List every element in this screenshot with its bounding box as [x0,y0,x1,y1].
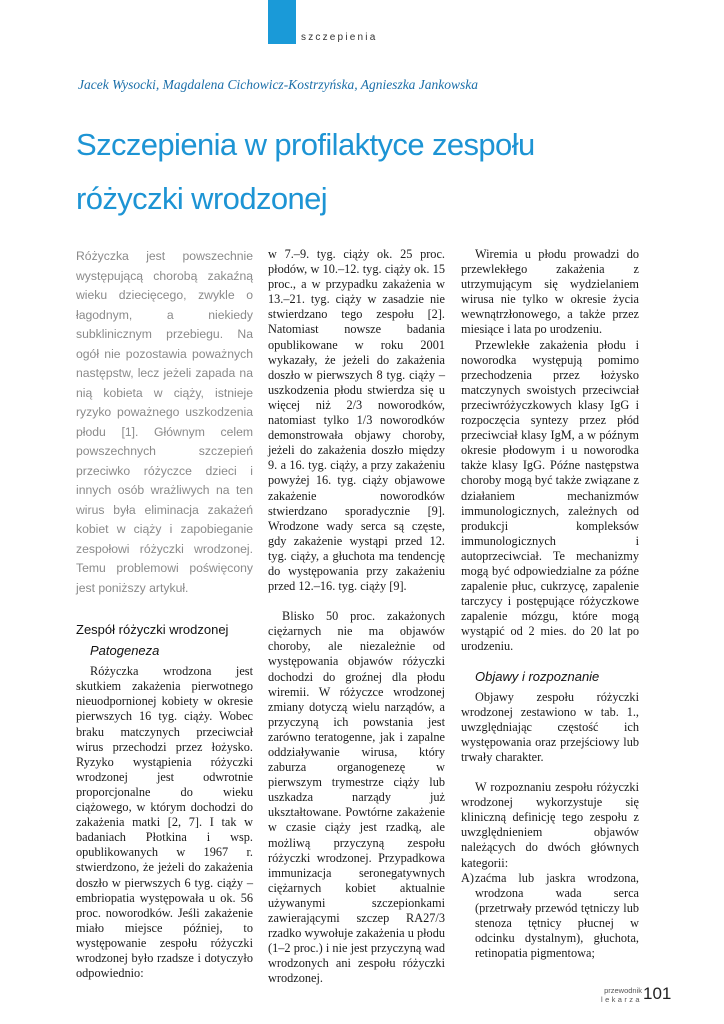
column-3 [461,247,639,961]
list-item-a [461,871,639,962]
journal-brand-line-2: lekarza [601,995,642,1004]
paragraph-1: Różyczka wrodzona jest skutkiem zakażenia pierwotnego nieuodpornionej kobiety w okresie pierwszych 16 tyg. ciąży. Wobec braku matczynych przeciwciał wirus przechodzi przez łożysko. Ryzyko wystąpienia różyczki wrodzonej jest odwrotnie proporcjonalne do wieku ciążowego, w którym dochodzi do zakażenia matki [2, 7]. I tak w badaniach Płotkina i wsp. opublikowanych w 1967 r. stwierdzono, że jeżeli do zakażenia doszło w pierwszych 6 tyg. ciąży – embriopatia występowała u ok. 56 proc. noworodków. Jeśli zakażenie miało miejsce później, to występowanie zespołu różyczki wrodzonej było rzadsze i dotyczyło odpowiednio: [76,664,253,981]
paragraph-2: Blisko 50 proc. zakażonych ciężarnych nie ma objawów choroby, ale niezależnie od występowania objawów różyczki dochodzi do groźnej dla płodu wiremii. W różyczce wrodzonej zmiany dotyczą wielu narządów, a przyczyną ich powstania jest zarówno teratogenne, jak i zapalne oddziaływanie wirusa, który zaburza organogenezę w pierwszym trymestrze ciąży lub uszkadza narządy już ukształtowane. Powtórne zakażenie w czasie ciąży jest rzadką, ale możliwą przyczyną zespołu różyczki wrodzonej. Przypadkowa immunizacja seronegatywnych ciężarnych kobiet aktualnie używanymi szczepionkami zawierającymi szczep RA27/3 rzadko wywołuje zakażenia u płodu (1–2 proc.) i nie jest przyczyną wad wrodzonych ani zespołu różyczki wrodzonej. [268,609,445,986]
journal-brand [586,986,642,1004]
article-lead: Różyczka jest powszechnie występującą chorobą zakaźną wieku dziecięcego, zwykle o łagodnym, a niekiedy subklinicznym przebiegu. Na ogół nie pozostawia poważnych następstw, lecz jeżeli zapada na nią kobieta w ciąży, istnieje ryzyko poważnego uszkodzenia płodu [1]. Głównym celem powszechnych szczepień przeciwko różyczce dzieci i innych osób wrażliwych na ten wirus była eliminacja zakażeń kobiet w ciąży i zapobieganie zespołowi różyczki wrodzonej. Temu problemowi poświęcony jest poniższy artykuł. [76,249,253,595]
article-title [76,118,676,226]
article-title-line-2: różyczki wrodzonej [76,181,328,216]
subheading-objawy: Objawy i rozpoznanie [475,668,600,684]
column-2 [268,247,445,987]
article-authors: Jacek Wysocki, Magdalena Cichowicz-Kostrzyńska, Agnieszka Jankowska [78,77,479,92]
section-tab [268,0,296,44]
column-1 [76,247,253,981]
paragraph-3: Wiremia u płodu prowadzi do przewlekłego zakażenia z utrzymującym się wydzielaniem wirusa nie tylko w okresie życia wewnątrzłonowego, a także przez miesiące i lata po urodzeniu. [461,247,639,337]
subheading-patogeneza: Patogeneza [90,643,160,659]
journal-brand-line-1: przewodnik [604,986,642,995]
paragraph-1-continued: w 7.–9. tyg. ciąży ok. 25 proc. płodów, w 10.–12. tyg. ciąży ok. 15 proc., a w przypadku zakażenia w 13.–21. tyg. ciąży w zasadzie nie stwierdzano tego zespołu [2]. Natomiast nowsze badania opublikowane w roku 2001 wykazały, że jeżeli do zakażenia doszło w pierwszych 8 tyg. ciąży – uszkodzenia płodu stwierdza się u więcej niż 2/3 noworodków, natomiast tylko 1/3 noworodków demonstrowała objawy choroby, jeżeli do zakażenia doszło między 9. a 16. tyg. ciąży, a przy zakażeniu powyżej 16. tyg. ciąży objawowe zakażenie noworodków stwierdzano sporadycznie [9]. Wrodzone wady serca są częste, gdy zakażenie wystąpi przed 12. tyg. ciąży, a głuchota ma tendencję do występowania przy zakażeniu przed 12.–16. tyg. ciąży [9]. [268,247,445,594]
page-number: 101 [643,984,672,1003]
list-marker-a: A) [461,870,474,885]
paragraph-4: Przewlekłe zakażenia płodu i noworodka występują pomimo przechodzenia przez łożysko matczynych swoistych przeciwciał przeciwróżyczkowych klasy IgG i rozpoczęcia syntezy przez płód przeciwciał klasy IgM, a w późnym okresie płodowym i u noworodka także klasy IgG. Późne następstwa choroby mogą być także związane z działaniem mechanizmów immunologicznych, zależnych od produkcji kompleksów immunologicznych i autoprzeciwciał. Te mechanizmy mogą być odpowiedzialne za późne zapalenie płuc, cukrzycę, zapalenie tarczycy i postępujące różyczkowe zapalenie mózgu, które mogą wystąpić od 2 mies. do 20 lat po urodzeniu. [461,337,639,654]
list-text-a: zaćma lub jaskra wrodzona, wrodzona wada serca (przetrwały przewód tętniczy lub stenoza tętnicy płucnej w odcinku dystalnym), głuchota, retinopatia pigmentowa; [475,870,639,961]
paragraph-6: W rozpoznaniu zespołu różyczki wrodzonej wykorzystuje się kliniczną definicję tego zespołu z uwzględnieniem objawów należących do dwóch głównych kategorii: [461,780,639,870]
paragraph-5: Objawy zespołu różyczki wrodzonej zestawiono w tab. 1., uwzględniając częstość ich występowania oraz przejściowy lub trwały charakter. [461,689,639,764]
section-label: szczepienia [301,32,378,43]
section-heading-zespol: Zespół różyczki wrodzonej [76,622,229,637]
article-title-line-1: Szczepienia w profilaktyce zespołu [76,127,535,162]
